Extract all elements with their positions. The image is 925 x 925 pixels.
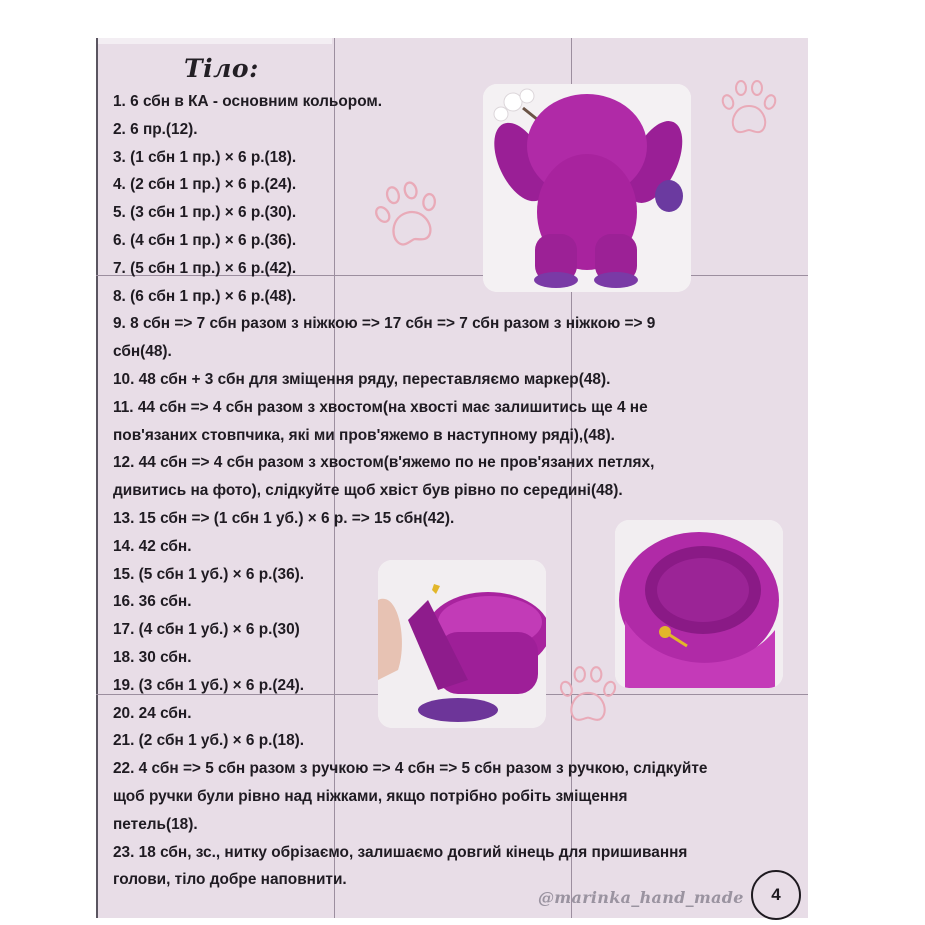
section-title: Тіло: bbox=[184, 54, 259, 83]
instruction-line: 19. (3 сбн 1 уб.) × 6 р.(24). bbox=[113, 676, 305, 694]
instruction-line: петель(18). bbox=[113, 815, 198, 833]
instruction-line: 21. (2 сбн 1 уб.) × 6 р.(18). bbox=[113, 732, 305, 750]
instruction-line: 20. 24 сбн. bbox=[113, 704, 192, 722]
page-tab bbox=[96, 38, 332, 44]
instruction-line: 7. (5 сбн 1 пр.) × 6 р.(42). bbox=[113, 259, 297, 277]
instruction-line: 6. (4 сбн 1 пр.) × 6 р.(36). bbox=[113, 231, 297, 249]
instruction-line: 15. (5 сбн 1 уб.) × 6 р.(36). bbox=[113, 565, 305, 583]
instruction-line: 5. (3 сбн 1 пр.) × 6 р.(30). bbox=[113, 204, 297, 222]
instruction-line: 1. 6 сбн в КА - основним кольором. bbox=[113, 93, 383, 110]
instruction-line: 18. 30 сбн. bbox=[113, 648, 192, 666]
instruction-list bbox=[113, 88, 803, 894]
instruction-line: 10. 48 сбн + 3 сбн для зміщення ряду, переставляємо маркер(48). bbox=[113, 370, 611, 388]
instruction-line: дивитись на фото), слідкуйте щоб хвіст був рівно по середині(48). bbox=[113, 482, 623, 500]
instruction-line: 13. 15 сбн => (1 сбн 1 уб.) × 6 р. => 15 сбн(42). bbox=[113, 509, 455, 527]
page-left-border bbox=[96, 38, 98, 918]
instruction-line: 4. (2 сбн 1 пр.) × 6 р.(24). bbox=[113, 176, 297, 194]
instruction-line: пов'язаних стовпчика, які ми пров'яжемо в наступному ряді),(48). bbox=[113, 426, 615, 444]
author-signature: @marinka_hand_made bbox=[538, 888, 744, 907]
instruction-line: 23. 18 сбн, зс., нитку обрізаємо, залишаємо довгий кінець для пришивання bbox=[113, 843, 688, 861]
instruction-line: щоб ручки були рівно над ніжками, якщо потрібно робіть зміщення bbox=[113, 787, 628, 805]
instruction-line: 17. (4 сбн 1 уб.) × 6 р.(30) bbox=[113, 621, 300, 639]
instruction-line: 2. 6 пр.(12). bbox=[113, 120, 198, 138]
instruction-line: 8. (6 сбн 1 пр.) × 6 р.(48). bbox=[113, 287, 297, 305]
instruction-line: 11. 44 сбн => 4 сбн разом з хвостом(на хвості має залишитись ще 4 не bbox=[113, 398, 648, 416]
instruction-line: 9. 8 сбн => 7 сбн разом з ніжкою => 17 сбн => 7 сбн разом з ніжкою => 9 bbox=[113, 315, 656, 333]
instruction-line: голови, тіло добре наповнити. bbox=[113, 871, 347, 889]
instruction-line: сбн(48). bbox=[113, 343, 172, 361]
instruction-line: 12. 44 сбн => 4 сбн разом з хвостом(в'яжемо по не пров'язаних петлях, bbox=[113, 454, 655, 472]
instruction-line: 22. 4 сбн => 5 сбн разом з ручкою => 4 сбн => 5 сбн разом з ручкою, слідкуйте bbox=[113, 760, 708, 778]
instruction-line: 14. 42 сбн. bbox=[113, 537, 192, 555]
page-number: 4 bbox=[751, 870, 801, 920]
instruction-line: 3. (1 сбн 1 пр.) × 6 р.(18). bbox=[113, 148, 297, 166]
instruction-line: 16. 36 сбн. bbox=[113, 593, 192, 611]
pattern-page bbox=[96, 38, 808, 918]
